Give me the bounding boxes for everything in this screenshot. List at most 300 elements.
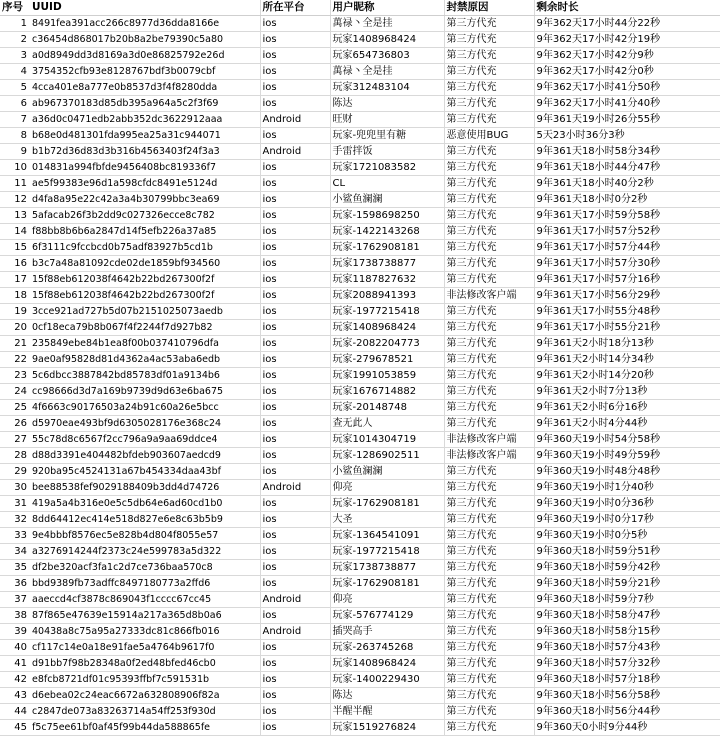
cell-nickname: 玩家-263745268 — [330, 640, 444, 656]
cell-no: 36 — [0, 576, 30, 592]
cell-uuid: d5970eae493bf9d6305028176e368c24 — [30, 416, 260, 432]
cell-remaining: 9年360天18小时57分18秒 — [534, 672, 720, 688]
cell-reason: 第三方代充 — [444, 64, 534, 80]
cell-reason: 第三方代充 — [444, 112, 534, 128]
table-row — [0, 528, 720, 544]
cell-uuid: b3c7a48a81092cde02de1859bf934560 — [30, 256, 260, 272]
cell-no: 44 — [0, 704, 30, 720]
cell-no: 21 — [0, 336, 30, 352]
cell-uuid: 87f865e47639e15914a217a365d8b0a6 — [30, 608, 260, 624]
table-row — [0, 384, 720, 400]
table-row — [0, 176, 720, 192]
cell-remaining: 9年362天17小时42分0秒 — [534, 64, 720, 80]
cell-uuid: d88d3391e404482bfdeb903607aedcd9 — [30, 448, 260, 464]
cell-nickname: 玩家1187827632 — [330, 272, 444, 288]
header-remaining: 剩余时长 — [534, 0, 720, 16]
cell-no: 26 — [0, 416, 30, 432]
table-row — [0, 144, 720, 160]
table-row — [0, 480, 720, 496]
cell-platform: ios — [260, 720, 330, 736]
table-row — [0, 512, 720, 528]
cell-platform: ios — [260, 176, 330, 192]
cell-platform: Android — [260, 480, 330, 496]
cell-nickname: 玩家1014304719 — [330, 432, 444, 448]
cell-uuid: ae5f99383e96d1a598cfdc8491e5124d — [30, 176, 260, 192]
cell-nickname: 玩家1738738877 — [330, 560, 444, 576]
cell-no: 39 — [0, 624, 30, 640]
cell-remaining: 9年361天2小时7分13秒 — [534, 384, 720, 400]
cell-remaining: 9年360天19小时1分40秒 — [534, 480, 720, 496]
cell-no: 6 — [0, 96, 30, 112]
table-row — [0, 496, 720, 512]
cell-platform: ios — [260, 80, 330, 96]
cell-no: 32 — [0, 512, 30, 528]
table-row — [0, 208, 720, 224]
cell-no: 30 — [0, 480, 30, 496]
cell-no: 16 — [0, 256, 30, 272]
cell-no: 7 — [0, 112, 30, 128]
cell-nickname: 插哭高手 — [330, 624, 444, 640]
cell-reason: 第三方代充 — [444, 208, 534, 224]
cell-platform: ios — [260, 512, 330, 528]
cell-remaining: 9年360天19小时0分17秒 — [534, 512, 720, 528]
cell-uuid: a36d0c0471edb2abb352dc3622912aaa — [30, 112, 260, 128]
cell-platform: ios — [260, 432, 330, 448]
cell-remaining: 9年361天17小时55分48秒 — [534, 304, 720, 320]
cell-uuid: c2847de073a83263714a54ff253f930d — [30, 704, 260, 720]
cell-nickname: 玩家1991053859 — [330, 368, 444, 384]
cell-remaining: 9年360天18小时56分58秒 — [534, 688, 720, 704]
cell-uuid: bee88538fef9029188409b3dd4d74726 — [30, 480, 260, 496]
cell-platform: ios — [260, 352, 330, 368]
cell-platform: ios — [260, 192, 330, 208]
header-platform: 所在平台 — [260, 0, 330, 16]
cell-remaining: 9年360天19小时54分58秒 — [534, 432, 720, 448]
table-row — [0, 640, 720, 656]
cell-no: 31 — [0, 496, 30, 512]
header-row — [0, 0, 720, 16]
cell-reason: 第三方代充 — [444, 688, 534, 704]
cell-uuid: 419a5a4b316e0e5c5db64e6ad60cd1b0 — [30, 496, 260, 512]
cell-uuid: cc98666d3d7a169b9739d9d63e6ba675 — [30, 384, 260, 400]
cell-reason: 第三方代充 — [444, 464, 534, 480]
table-row — [0, 544, 720, 560]
cell-uuid: 235849ebe84b1ea8f00b037410796dfa — [30, 336, 260, 352]
cell-uuid: f5c75ee61bf0af45f99b44da588865fe — [30, 720, 260, 736]
cell-platform: ios — [260, 16, 330, 32]
cell-remaining: 9年360天18小时57分43秒 — [534, 640, 720, 656]
cell-platform: ios — [260, 208, 330, 224]
cell-remaining: 9年361天17小时56分29秒 — [534, 288, 720, 304]
header-uuid: UUID — [30, 0, 260, 16]
cell-nickname: 玩家1721083582 — [330, 160, 444, 176]
cell-platform: ios — [260, 688, 330, 704]
cell-nickname: 手雷拌饭 — [330, 144, 444, 160]
cell-remaining: 9年360天18小时59分51秒 — [534, 544, 720, 560]
cell-no: 23 — [0, 368, 30, 384]
cell-uuid: 15f88eb612038f4642b22bd267300f2f — [30, 288, 260, 304]
table-row — [0, 240, 720, 256]
cell-remaining: 9年360天18小时58分47秒 — [534, 608, 720, 624]
table-row — [0, 192, 720, 208]
cell-uuid: aaeccd4cf3878c869043f1cccc67cc45 — [30, 592, 260, 608]
cell-reason: 第三方代充 — [444, 352, 534, 368]
cell-uuid: d4fa8a95e22c42a3a4b30799bbc3ea69 — [30, 192, 260, 208]
cell-remaining: 9年360天19小时0分36秒 — [534, 496, 720, 512]
table-row — [0, 96, 720, 112]
cell-uuid: 920ba95c4524131a67b454334daa43bf — [30, 464, 260, 480]
cell-reason: 第三方代充 — [444, 48, 534, 64]
table-row — [0, 128, 720, 144]
cell-no: 5 — [0, 80, 30, 96]
cell-remaining: 9年361天2小时6分16秒 — [534, 400, 720, 416]
table-row — [0, 704, 720, 720]
cell-nickname: 玩家654736803 — [330, 48, 444, 64]
table-row — [0, 368, 720, 384]
cell-uuid: d6ebea02c24eac6672a632808906f82a — [30, 688, 260, 704]
cell-reason: 非法修改客户端 — [444, 288, 534, 304]
cell-remaining: 5天23小时36分3秒 — [534, 128, 720, 144]
table-row — [0, 560, 720, 576]
cell-no: 14 — [0, 224, 30, 240]
cell-uuid: 0cf18eca79b8b067f4f2244f7d927b82 — [30, 320, 260, 336]
cell-nickname: 玩家-1762908181 — [330, 496, 444, 512]
cell-no: 19 — [0, 304, 30, 320]
cell-remaining: 9年361天17小时57分52秒 — [534, 224, 720, 240]
cell-nickname: 小鲨鱼澜澜 — [330, 192, 444, 208]
cell-platform: ios — [260, 336, 330, 352]
cell-reason: 第三方代充 — [444, 240, 534, 256]
table-row — [0, 16, 720, 32]
cell-nickname: 玩家-279678521 — [330, 352, 444, 368]
table-row — [0, 592, 720, 608]
cell-no: 40 — [0, 640, 30, 656]
cell-remaining: 9年361天17小时55分21秒 — [534, 320, 720, 336]
cell-uuid: 6f3111c9fccbcd0b75adf83927b5cd1b — [30, 240, 260, 256]
cell-platform: ios — [260, 672, 330, 688]
table-row — [0, 464, 720, 480]
cell-reason: 第三方代充 — [444, 176, 534, 192]
cell-uuid: 15f88eb612038f4642b22bd267300f2f — [30, 272, 260, 288]
cell-platform: ios — [260, 704, 330, 720]
cell-reason: 第三方代充 — [444, 224, 534, 240]
cell-reason: 非法修改客户端 — [444, 432, 534, 448]
cell-no: 8 — [0, 128, 30, 144]
cell-no: 29 — [0, 464, 30, 480]
cell-platform: ios — [260, 560, 330, 576]
cell-remaining: 9年361天18小时0分2秒 — [534, 192, 720, 208]
cell-platform: ios — [260, 496, 330, 512]
cell-nickname: 仰亮 — [330, 592, 444, 608]
cell-platform: ios — [260, 448, 330, 464]
cell-uuid: 5afacab26f3b2dd9c027326ecce8c782 — [30, 208, 260, 224]
cell-uuid: 5c6dbcc3887842bd85783df01a9134b6 — [30, 368, 260, 384]
cell-reason: 恶意使用BUG — [444, 128, 534, 144]
cell-reason: 非法修改客户端 — [444, 448, 534, 464]
cell-no: 10 — [0, 160, 30, 176]
cell-reason: 第三方代充 — [444, 528, 534, 544]
cell-no: 45 — [0, 720, 30, 736]
cell-nickname: 玩家-1977215418 — [330, 544, 444, 560]
cell-uuid: f88bb8b6b6a2847d14f5efb226a37a85 — [30, 224, 260, 240]
cell-uuid: b68e0d481301fda995ea25a31c944071 — [30, 128, 260, 144]
header-reason: 封禁原因 — [444, 0, 534, 16]
cell-no: 18 — [0, 288, 30, 304]
cell-reason: 第三方代充 — [444, 160, 534, 176]
cell-platform: ios — [260, 96, 330, 112]
cell-reason: 第三方代充 — [444, 32, 534, 48]
cell-platform: ios — [260, 160, 330, 176]
cell-remaining: 9年361天17小时57分16秒 — [534, 272, 720, 288]
cell-platform: ios — [260, 64, 330, 80]
cell-no: 2 — [0, 32, 30, 48]
cell-uuid: a0d8949dd3d8169a3d0e86825792e26d — [30, 48, 260, 64]
cell-remaining: 9年361天2小时18分13秒 — [534, 336, 720, 352]
cell-platform: ios — [260, 640, 330, 656]
cell-reason: 第三方代充 — [444, 544, 534, 560]
cell-nickname: 玩家1408968424 — [330, 656, 444, 672]
cell-remaining: 9年362天17小时44分22秒 — [534, 16, 720, 32]
cell-platform: Android — [260, 592, 330, 608]
cell-platform: ios — [260, 32, 330, 48]
cell-nickname: 玩家-20148748 — [330, 400, 444, 416]
cell-platform: ios — [260, 128, 330, 144]
table-row — [0, 304, 720, 320]
cell-nickname: 旺财 — [330, 112, 444, 128]
cell-reason: 第三方代充 — [444, 192, 534, 208]
cell-remaining: 9年361天18小时44分47秒 — [534, 160, 720, 176]
cell-uuid: 4cca401e8a777e0b8537d3f4f8280dda — [30, 80, 260, 96]
cell-platform: Android — [260, 112, 330, 128]
cell-nickname: 仰亮 — [330, 480, 444, 496]
cell-uuid: c36454d868017b20b8a2be79390c5a80 — [30, 32, 260, 48]
cell-reason: 第三方代充 — [444, 656, 534, 672]
cell-platform: ios — [260, 320, 330, 336]
table-row — [0, 336, 720, 352]
cell-reason: 第三方代充 — [444, 512, 534, 528]
cell-uuid: a3276914244f2373c24e599783a5d322 — [30, 544, 260, 560]
cell-reason: 第三方代充 — [444, 144, 534, 160]
cell-reason: 第三方代充 — [444, 320, 534, 336]
cell-remaining: 9年361天2小时14分34秒 — [534, 352, 720, 368]
cell-platform: ios — [260, 256, 330, 272]
cell-remaining: 9年360天18小时59分21秒 — [534, 576, 720, 592]
cell-nickname: 玩家1408968424 — [330, 320, 444, 336]
cell-uuid: d91bb7f98b28348a0f2ed48bfed46cb0 — [30, 656, 260, 672]
cell-reason: 第三方代充 — [444, 304, 534, 320]
cell-no: 12 — [0, 192, 30, 208]
cell-nickname: 玩家-1598698250 — [330, 208, 444, 224]
cell-platform: ios — [260, 656, 330, 672]
cell-remaining: 9年362天17小时41分50秒 — [534, 80, 720, 96]
cell-nickname: 玩家-1286902511 — [330, 448, 444, 464]
cell-reason: 第三方代充 — [444, 592, 534, 608]
cell-remaining: 9年362天17小时42分19秒 — [534, 32, 720, 48]
cell-no: 28 — [0, 448, 30, 464]
cell-remaining: 9年360天0小时9分44秒 — [534, 720, 720, 736]
cell-nickname: 玩家1676714882 — [330, 384, 444, 400]
cell-nickname: 玩家1519276824 — [330, 720, 444, 736]
table-row — [0, 624, 720, 640]
cell-nickname: 玩家312483104 — [330, 80, 444, 96]
table-row — [0, 432, 720, 448]
table-row — [0, 288, 720, 304]
cell-no: 25 — [0, 400, 30, 416]
cell-uuid: 3754352cfb93e8128767bdf3b0079cbf — [30, 64, 260, 80]
table-row — [0, 224, 720, 240]
cell-platform: ios — [260, 400, 330, 416]
cell-platform: ios — [260, 224, 330, 240]
cell-platform: ios — [260, 272, 330, 288]
cell-reason: 第三方代充 — [444, 384, 534, 400]
cell-remaining: 9年360天19小时0分5秒 — [534, 528, 720, 544]
cell-no: 33 — [0, 528, 30, 544]
cell-no: 42 — [0, 672, 30, 688]
cell-no: 13 — [0, 208, 30, 224]
table-row — [0, 720, 720, 736]
cell-reason: 第三方代充 — [444, 400, 534, 416]
cell-uuid: ab967370183d85db395a964a5c2f3f69 — [30, 96, 260, 112]
table-row — [0, 672, 720, 688]
cell-reason: 第三方代充 — [444, 560, 534, 576]
cell-reason: 第三方代充 — [444, 416, 534, 432]
table-row — [0, 272, 720, 288]
cell-no: 24 — [0, 384, 30, 400]
cell-remaining: 9年361天17小时59分58秒 — [534, 208, 720, 224]
cell-uuid: e8fcb8721df01c95393ffbf7c591531b — [30, 672, 260, 688]
cell-reason: 第三方代充 — [444, 272, 534, 288]
cell-nickname: 半醒半醒 — [330, 704, 444, 720]
cell-no: 3 — [0, 48, 30, 64]
cell-uuid: b1b72d36d83d3b316b4563403f24f3a3 — [30, 144, 260, 160]
cell-no: 38 — [0, 608, 30, 624]
table-row — [0, 656, 720, 672]
cell-nickname: 陈达 — [330, 688, 444, 704]
cell-platform: ios — [260, 304, 330, 320]
header-no: 序号 — [0, 0, 30, 16]
cell-nickname: 大圣 — [330, 512, 444, 528]
cell-remaining: 9年361天18小时58分34秒 — [534, 144, 720, 160]
cell-no: 17 — [0, 272, 30, 288]
cell-no: 37 — [0, 592, 30, 608]
cell-platform: ios — [260, 544, 330, 560]
cell-nickname: 玩家-576774129 — [330, 608, 444, 624]
cell-no: 35 — [0, 560, 30, 576]
cell-remaining: 9年362天17小时42分9秒 — [534, 48, 720, 64]
cell-remaining: 9年361天2小时4分44秒 — [534, 416, 720, 432]
table-row — [0, 320, 720, 336]
cell-reason: 第三方代充 — [444, 640, 534, 656]
cell-nickname: 玩家-1762908181 — [330, 240, 444, 256]
cell-reason: 第三方代充 — [444, 480, 534, 496]
cell-nickname: 玩家-1400229430 — [330, 672, 444, 688]
cell-reason: 第三方代充 — [444, 576, 534, 592]
table-row — [0, 448, 720, 464]
table-row — [0, 64, 720, 80]
cell-uuid: 40438a8c75a95a27333dc81c866fb016 — [30, 624, 260, 640]
cell-nickname: 玩家1738738877 — [330, 256, 444, 272]
cell-reason: 第三方代充 — [444, 96, 534, 112]
cell-platform: ios — [260, 48, 330, 64]
cell-no: 20 — [0, 320, 30, 336]
cell-platform: ios — [260, 368, 330, 384]
cell-reason: 第三方代充 — [444, 624, 534, 640]
table-row — [0, 160, 720, 176]
cell-remaining: 9年360天18小时56分44秒 — [534, 704, 720, 720]
cell-uuid: 9ae0af95828d81d4362a4ac53aba6edb — [30, 352, 260, 368]
cell-platform: ios — [260, 288, 330, 304]
cell-platform: ios — [260, 464, 330, 480]
cell-remaining: 9年360天19小时48分48秒 — [534, 464, 720, 480]
cell-nickname: 玩家-1977215418 — [330, 304, 444, 320]
cell-uuid: 55c78d8c6567f2cc796a9a9aa69ddce4 — [30, 432, 260, 448]
table-row — [0, 352, 720, 368]
cell-no: 1 — [0, 16, 30, 32]
cell-uuid: 9e4bbbf8576ec5e828b4d804f8055e57 — [30, 528, 260, 544]
cell-nickname: 玩家-兜兜里有糖 — [330, 128, 444, 144]
cell-uuid: 4f6663c90176503a24b91c60a26e5bcc — [30, 400, 260, 416]
table-row — [0, 576, 720, 592]
cell-remaining: 9年360天18小时58分15秒 — [534, 624, 720, 640]
cell-reason: 第三方代充 — [444, 704, 534, 720]
cell-nickname: 玩家-1762908181 — [330, 576, 444, 592]
cell-nickname: 玩家1408968424 — [330, 32, 444, 48]
cell-platform: Android — [260, 624, 330, 640]
cell-nickname: 小鲨鱼澜澜 — [330, 464, 444, 480]
cell-nickname: 玩家-1364541091 — [330, 528, 444, 544]
cell-no: 4 — [0, 64, 30, 80]
table-row — [0, 608, 720, 624]
cell-platform: ios — [260, 576, 330, 592]
cell-reason: 第三方代充 — [444, 368, 534, 384]
cell-no: 27 — [0, 432, 30, 448]
cell-reason: 第三方代充 — [444, 608, 534, 624]
cell-remaining: 9年361天17小时57分44秒 — [534, 240, 720, 256]
cell-platform: ios — [260, 384, 330, 400]
cell-platform: ios — [260, 416, 330, 432]
cell-remaining: 9年361天18小时40分2秒 — [534, 176, 720, 192]
cell-remaining: 9年360天18小时57分32秒 — [534, 656, 720, 672]
cell-reason: 第三方代充 — [444, 336, 534, 352]
cell-no: 43 — [0, 688, 30, 704]
cell-remaining: 9年360天18小时59分7秒 — [534, 592, 720, 608]
cell-nickname: 玩家-2082204773 — [330, 336, 444, 352]
cell-remaining: 9年360天19小时49分59秒 — [534, 448, 720, 464]
cell-remaining: 9年361天2小时14分20秒 — [534, 368, 720, 384]
cell-reason: 第三方代充 — [444, 16, 534, 32]
cell-remaining: 9年361天19小时26分55秒 — [534, 112, 720, 128]
cell-platform: ios — [260, 608, 330, 624]
cell-no: 9 — [0, 144, 30, 160]
table-row — [0, 48, 720, 64]
table-row — [0, 256, 720, 272]
cell-reason: 第三方代充 — [444, 256, 534, 272]
cell-platform: Android — [260, 144, 330, 160]
table-row — [0, 688, 720, 704]
cell-platform: ios — [260, 240, 330, 256]
cell-nickname: CL — [330, 176, 444, 192]
cell-platform: ios — [260, 528, 330, 544]
cell-uuid: df2be320acf3fa1c2d7ce736baa570c8 — [30, 560, 260, 576]
cell-nickname: 陈达 — [330, 96, 444, 112]
cell-nickname: 查无此人 — [330, 416, 444, 432]
cell-uuid: 8dd64412ec414e518d827e6e8c63b5b9 — [30, 512, 260, 528]
cell-reason: 第三方代充 — [444, 496, 534, 512]
cell-remaining: 9年362天17小时41分40秒 — [534, 96, 720, 112]
cell-no: 41 — [0, 656, 30, 672]
cell-reason: 第三方代充 — [444, 672, 534, 688]
cell-nickname: 萬禄丶全是挂 — [330, 64, 444, 80]
